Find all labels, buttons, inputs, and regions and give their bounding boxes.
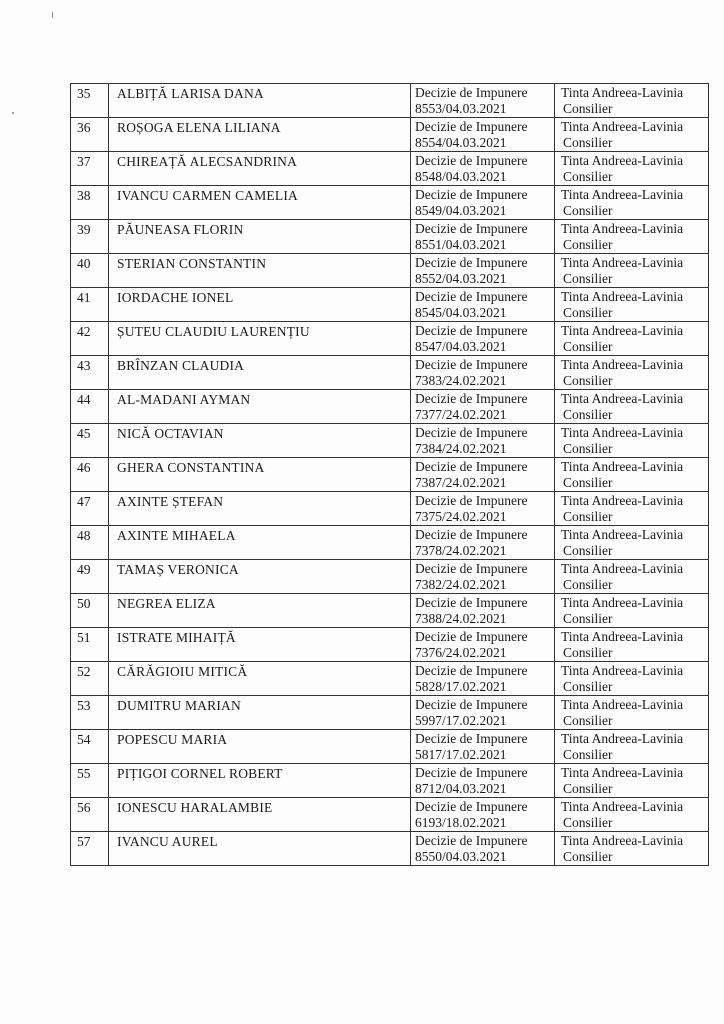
document-reference: 5817/17.02.2021: [415, 747, 507, 762]
officer-role: Consilier: [563, 475, 613, 490]
document-reference: 7383/24.02.2021: [415, 373, 507, 388]
officer-name: Tinta Andreea-Lavinia: [561, 289, 684, 304]
document-type: Decizie de Impunere: [415, 527, 528, 542]
document-type: Decizie de Impunere: [415, 289, 528, 304]
document-type: Decizie de Impunere: [415, 765, 528, 780]
taxpayer-name: AXINTE ȘTEFAN: [117, 494, 224, 509]
officer-cell: [555, 118, 709, 152]
document-reference: 8552/04.03.2021: [415, 271, 507, 286]
table-row: [71, 628, 709, 662]
row-number-cell: [71, 764, 109, 798]
row-number-cell: [71, 798, 109, 832]
taxpayer-name-cell: [109, 730, 411, 764]
row-number-cell: [71, 424, 109, 458]
document-reference: 5997/17.02.2021: [415, 713, 507, 728]
officer-name: Tinta Andreea-Lavinia: [561, 731, 684, 746]
taxpayer-name: DUMITRU MARIAN: [117, 698, 241, 713]
row-number: 44: [77, 392, 91, 407]
officer-role: Consilier: [563, 713, 613, 728]
taxpayer-name: NICĂ OCTAVIAN: [117, 426, 224, 441]
document-type: Decizie de Impunere: [415, 459, 528, 474]
row-number: 47: [77, 494, 91, 509]
taxpayer-name-cell: [109, 628, 411, 662]
officer-role: Consilier: [563, 373, 613, 388]
taxpayer-name-cell: [109, 492, 411, 526]
table-row: [71, 662, 709, 696]
table-row: [71, 254, 709, 288]
document-type: Decizie de Impunere: [415, 187, 528, 202]
row-number-cell: [71, 322, 109, 356]
row-number: 45: [77, 426, 91, 441]
row-number: 41: [77, 290, 91, 305]
table-row: [71, 152, 709, 186]
row-number-cell: [71, 254, 109, 288]
document-cell: [411, 356, 555, 390]
document-reference: 8547/04.03.2021: [415, 339, 507, 354]
table-row: [71, 390, 709, 424]
row-number-cell: [71, 560, 109, 594]
table-row: [71, 356, 709, 390]
officer-name: Tinta Andreea-Lavinia: [561, 765, 684, 780]
officer-role: Consilier: [563, 135, 613, 150]
table-row: [71, 594, 709, 628]
row-number-cell: [71, 288, 109, 322]
document-cell: [411, 492, 555, 526]
table-row: [71, 696, 709, 730]
row-number: 53: [77, 698, 91, 713]
taxpayer-name-cell: [109, 186, 411, 220]
row-number-cell: [71, 662, 109, 696]
row-number-cell: [71, 356, 109, 390]
officer-cell: [555, 254, 709, 288]
row-number: 37: [77, 154, 91, 169]
table-row: [71, 118, 709, 152]
document-type: Decizie de Impunere: [415, 425, 528, 440]
document-type: Decizie de Impunere: [415, 119, 528, 134]
table-row: [71, 186, 709, 220]
officer-cell: [555, 628, 709, 662]
taxpayer-name: IVANCU CARMEN CAMELIA: [117, 188, 298, 203]
officer-cell: [555, 152, 709, 186]
officer-cell: [555, 322, 709, 356]
row-number-cell: [71, 594, 109, 628]
document-cell: [411, 288, 555, 322]
table-row: [71, 798, 709, 832]
taxpayer-name-cell: [109, 254, 411, 288]
table-row: [71, 322, 709, 356]
document-reference: 8712/04.03.2021: [415, 781, 507, 796]
officer-role: Consilier: [563, 339, 613, 354]
officer-name: Tinta Andreea-Lavinia: [561, 153, 684, 168]
officer-name: Tinta Andreea-Lavinia: [561, 357, 684, 372]
document-cell: [411, 84, 555, 118]
document-reference: 8550/04.03.2021: [415, 849, 507, 864]
document-type: Decizie de Impunere: [415, 629, 528, 644]
scan-speck: [12, 112, 14, 114]
officer-role: Consilier: [563, 407, 613, 422]
officer-cell: [555, 798, 709, 832]
document-reference: 7382/24.02.2021: [415, 577, 507, 592]
officer-cell: [555, 84, 709, 118]
document-reference: 5828/17.02.2021: [415, 679, 507, 694]
document-cell: [411, 798, 555, 832]
taxpayer-name: PĂUNEASA FLORIN: [117, 222, 244, 237]
officer-cell: [555, 356, 709, 390]
document-cell: [411, 662, 555, 696]
document-reference: 8545/04.03.2021: [415, 305, 507, 320]
officer-name: Tinta Andreea-Lavinia: [561, 187, 684, 202]
table-row: [71, 526, 709, 560]
taxpayer-name: BRÎNZAN CLAUDIA: [117, 358, 245, 373]
officer-role: Consilier: [563, 611, 613, 626]
row-number: 48: [77, 528, 91, 543]
document-reference: 8554/04.03.2021: [415, 135, 507, 150]
officer-role: Consilier: [563, 305, 613, 320]
officer-name: Tinta Andreea-Lavinia: [561, 629, 684, 644]
tax-decision-table: [70, 83, 709, 866]
taxpayer-name: GHERA CONSTANTINA: [117, 460, 265, 475]
document-type: Decizie de Impunere: [415, 391, 528, 406]
document-cell: [411, 118, 555, 152]
row-number: 36: [77, 120, 91, 135]
taxpayer-name-cell: [109, 84, 411, 118]
officer-name: Tinta Andreea-Lavinia: [561, 833, 684, 848]
document-reference: 6193/18.02.2021: [415, 815, 507, 830]
officer-role: Consilier: [563, 781, 613, 796]
officer-cell: [555, 390, 709, 424]
row-number-cell: [71, 84, 109, 118]
document-reference: 8551/04.03.2021: [415, 237, 507, 252]
officer-role: Consilier: [563, 747, 613, 762]
document-reference: 7384/24.02.2021: [415, 441, 507, 456]
document-cell: [411, 152, 555, 186]
document-cell: [411, 594, 555, 628]
taxpayer-name-cell: [109, 526, 411, 560]
officer-role: Consilier: [563, 441, 613, 456]
row-number: 51: [77, 630, 91, 645]
taxpayer-name-cell: [109, 288, 411, 322]
officer-cell: [555, 662, 709, 696]
officer-role: Consilier: [563, 271, 613, 286]
document-cell: [411, 186, 555, 220]
document-type: Decizie de Impunere: [415, 833, 528, 848]
taxpayer-name-cell: [109, 696, 411, 730]
row-number-cell: [71, 118, 109, 152]
scan-speck: [52, 12, 53, 18]
table-row: [71, 424, 709, 458]
taxpayer-name-cell: [109, 458, 411, 492]
taxpayer-name: NEGREA ELIZA: [117, 596, 216, 611]
document-reference: 8548/04.03.2021: [415, 169, 507, 184]
row-number: 56: [77, 800, 91, 815]
row-number-cell: [71, 186, 109, 220]
table-row: [71, 832, 709, 866]
document-type: Decizie de Impunere: [415, 799, 528, 814]
taxpayer-name-cell: [109, 560, 411, 594]
document-type: Decizie de Impunere: [415, 493, 528, 508]
row-number: 43: [77, 358, 91, 373]
taxpayer-name-cell: [109, 798, 411, 832]
officer-cell: [555, 526, 709, 560]
document-type: Decizie de Impunere: [415, 153, 528, 168]
document-type: Decizie de Impunere: [415, 357, 528, 372]
row-number: 35: [77, 86, 91, 101]
officer-cell: [555, 832, 709, 866]
row-number: 57: [77, 834, 91, 849]
row-number: 52: [77, 664, 91, 679]
officer-cell: [555, 730, 709, 764]
document-cell: [411, 220, 555, 254]
document-type: Decizie de Impunere: [415, 697, 528, 712]
officer-role: Consilier: [563, 815, 613, 830]
officer-cell: [555, 220, 709, 254]
taxpayer-name: ISTRATE MIHAIȚĂ: [117, 630, 236, 645]
officer-role: Consilier: [563, 101, 613, 116]
document-cell: [411, 696, 555, 730]
row-number-cell: [71, 696, 109, 730]
taxpayer-name: IONESCU HARALAMBIE: [117, 800, 273, 815]
document-cell: [411, 254, 555, 288]
officer-role: Consilier: [563, 169, 613, 184]
officer-name: Tinta Andreea-Lavinia: [561, 391, 684, 406]
officer-cell: [555, 594, 709, 628]
document-type: Decizie de Impunere: [415, 323, 528, 338]
document-reference: 7388/24.02.2021: [415, 611, 507, 626]
taxpayer-name-cell: [109, 356, 411, 390]
document-cell: [411, 526, 555, 560]
officer-name: Tinta Andreea-Lavinia: [561, 119, 684, 134]
row-number: 40: [77, 256, 91, 271]
officer-name: Tinta Andreea-Lavinia: [561, 799, 684, 814]
document-cell: [411, 458, 555, 492]
taxpayer-name-cell: [109, 322, 411, 356]
document-type: Decizie de Impunere: [415, 255, 528, 270]
document-cell: [411, 424, 555, 458]
document-cell: [411, 560, 555, 594]
officer-role: Consilier: [563, 543, 613, 558]
document-type: Decizie de Impunere: [415, 85, 528, 100]
taxpayer-name-cell: [109, 832, 411, 866]
officer-name: Tinta Andreea-Lavinia: [561, 697, 684, 712]
taxpayer-name-cell: [109, 220, 411, 254]
taxpayer-name: ȘUTEU CLAUDIU LAURENȚIU: [117, 324, 310, 339]
officer-role: Consilier: [563, 509, 613, 524]
officer-name: Tinta Andreea-Lavinia: [561, 595, 684, 610]
table-row: [71, 730, 709, 764]
taxpayer-name-cell: [109, 390, 411, 424]
officer-role: Consilier: [563, 577, 613, 592]
row-number: 46: [77, 460, 91, 475]
document-type: Decizie de Impunere: [415, 663, 528, 678]
document-reference: 8549/04.03.2021: [415, 203, 507, 218]
officer-role: Consilier: [563, 849, 613, 864]
taxpayer-name: STERIAN CONSTANTIN: [117, 256, 267, 271]
row-number-cell: [71, 152, 109, 186]
officer-name: Tinta Andreea-Lavinia: [561, 527, 684, 542]
taxpayer-name: IORDACHE IONEL: [117, 290, 234, 305]
table-row: [71, 84, 709, 118]
taxpayer-name: CHIREAȚĂ ALECSANDRINA: [117, 154, 298, 169]
officer-cell: [555, 696, 709, 730]
row-number-cell: [71, 458, 109, 492]
officer-cell: [555, 492, 709, 526]
document-cell: [411, 390, 555, 424]
document-cell: [411, 322, 555, 356]
document-reference: 7378/24.02.2021: [415, 543, 507, 558]
taxpayer-name: POPESCU MARIA: [117, 732, 228, 747]
taxpayer-name-cell: [109, 764, 411, 798]
document-type: Decizie de Impunere: [415, 221, 528, 236]
table-row: [71, 220, 709, 254]
row-number-cell: [71, 526, 109, 560]
document-reference: 7376/24.02.2021: [415, 645, 507, 660]
row-number: 39: [77, 222, 91, 237]
officer-name: Tinta Andreea-Lavinia: [561, 255, 684, 270]
officer-cell: [555, 288, 709, 322]
row-number: 54: [77, 732, 91, 747]
row-number-cell: [71, 220, 109, 254]
table-row: [71, 492, 709, 526]
taxpayer-name: PIȚIGOI CORNEL ROBERT: [117, 766, 283, 781]
row-number-cell: [71, 492, 109, 526]
officer-name: Tinta Andreea-Lavinia: [561, 323, 684, 338]
document-type: Decizie de Impunere: [415, 731, 528, 746]
document-reference: 7375/24.02.2021: [415, 509, 507, 524]
table-row: [71, 458, 709, 492]
officer-cell: [555, 560, 709, 594]
document-cell: [411, 832, 555, 866]
row-number: 49: [77, 562, 91, 577]
officer-name: Tinta Andreea-Lavinia: [561, 85, 684, 100]
document-reference: 7377/24.02.2021: [415, 407, 507, 422]
officer-role: Consilier: [563, 679, 613, 694]
row-number-cell: [71, 628, 109, 662]
document-cell: [411, 764, 555, 798]
document-type: Decizie de Impunere: [415, 561, 528, 576]
taxpayer-name: AL-MADANI AYMAN: [117, 392, 251, 407]
officer-cell: [555, 458, 709, 492]
table-row: [71, 288, 709, 322]
taxpayer-name-cell: [109, 662, 411, 696]
table-body: [71, 84, 709, 866]
document-reference: 8553/04.03.2021: [415, 101, 507, 116]
officer-cell: [555, 424, 709, 458]
taxpayer-name: ROȘOGA ELENA LILIANA: [117, 120, 281, 135]
officer-role: Consilier: [563, 203, 613, 218]
row-number: 55: [77, 766, 91, 781]
officer-role: Consilier: [563, 645, 613, 660]
taxpayer-name: AXINTE MIHAELA: [117, 528, 236, 543]
officer-cell: [555, 186, 709, 220]
taxpayer-name-cell: [109, 118, 411, 152]
row-number-cell: [71, 390, 109, 424]
document-type: Decizie de Impunere: [415, 595, 528, 610]
table-row: [71, 764, 709, 798]
officer-name: Tinta Andreea-Lavinia: [561, 663, 684, 678]
document-cell: [411, 628, 555, 662]
row-number: 50: [77, 596, 91, 611]
document-cell: [411, 730, 555, 764]
officer-name: Tinta Andreea-Lavinia: [561, 221, 684, 236]
row-number: 38: [77, 188, 91, 203]
officer-name: Tinta Andreea-Lavinia: [561, 459, 684, 474]
taxpayer-name: IVANCU AUREL: [117, 834, 218, 849]
document-reference: 7387/24.02.2021: [415, 475, 507, 490]
officer-role: Consilier: [563, 237, 613, 252]
taxpayer-name: ALBIȚĂ LARISA DANA: [117, 86, 264, 101]
taxpayer-name: TAMAȘ VERONICA: [117, 562, 239, 577]
taxpayer-name-cell: [109, 594, 411, 628]
taxpayer-name-cell: [109, 152, 411, 186]
row-number-cell: [71, 730, 109, 764]
row-number-cell: [71, 832, 109, 866]
officer-name: Tinta Andreea-Lavinia: [561, 493, 684, 508]
taxpayer-name-cell: [109, 424, 411, 458]
officer-name: Tinta Andreea-Lavinia: [561, 425, 684, 440]
table-row: [71, 560, 709, 594]
officer-cell: [555, 764, 709, 798]
officer-name: Tinta Andreea-Lavinia: [561, 561, 684, 576]
taxpayer-name: CĂRĂGIOIU MITICĂ: [117, 664, 248, 679]
row-number: 42: [77, 324, 91, 339]
